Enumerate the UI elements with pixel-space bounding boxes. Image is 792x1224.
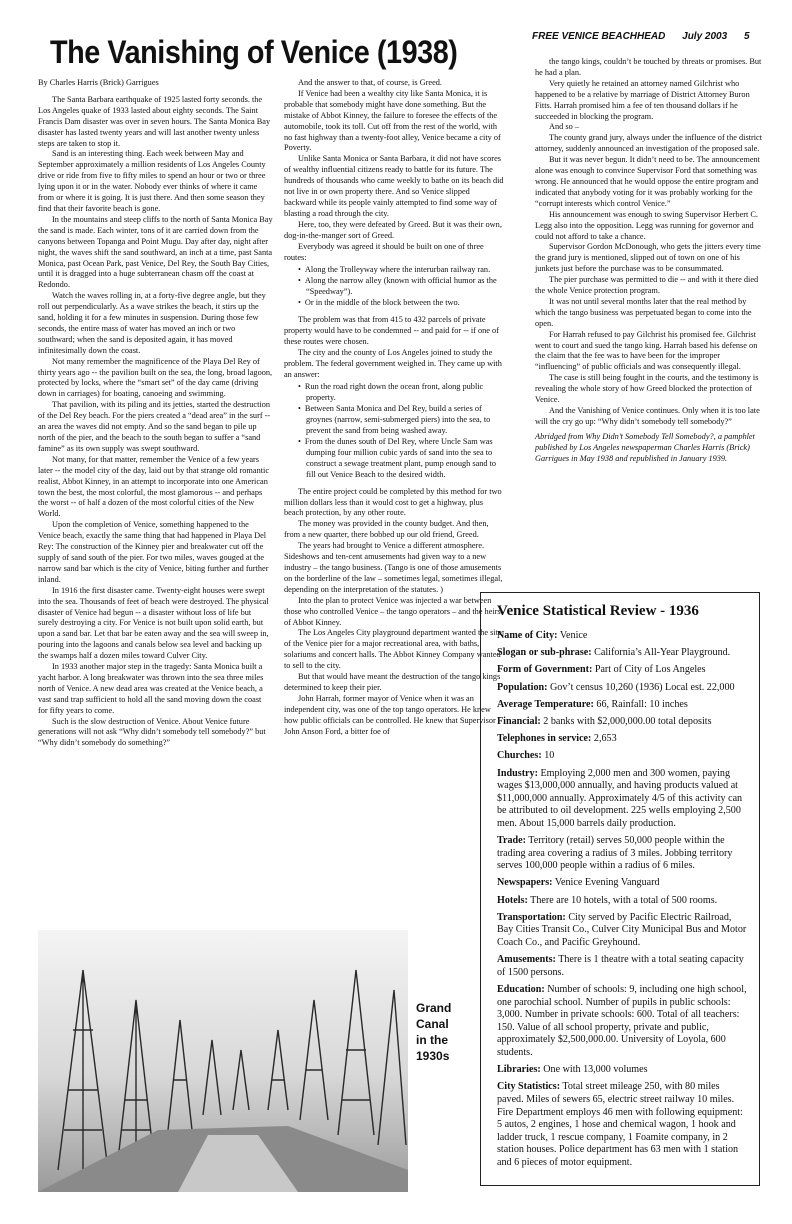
- stat-value: 2 banks with $2,000,000.00 total deposits: [540, 715, 712, 727]
- stat-item: [497, 1081, 747, 1169]
- paragraph: The case is still being fought in the courts, and the testimony is revealing the whole story of how Greed blocked the protection of Venice.: [535, 373, 759, 405]
- stat-item: [497, 835, 747, 873]
- stat-value: Gov’t census 10,260 (1936) Local est. 22,000: [547, 681, 735, 693]
- bullet-item: • Between Santa Monica and Del Rey, build a series of groynes (narrow, semi-submerged piers) into the sea, to prevent the sand from being washed away.: [298, 404, 504, 437]
- col2-body-a: [284, 78, 504, 263]
- paragraph: In 1933 another major step in the tragedy: Santa Monica built a yacht harbor. A long breakwater was thrown into the sea three miles north of Venice. A new dead area was created at the Venice beach, a vast sand trap sufficient to hold all the sand moving down the coast for fifty years to come.: [38, 662, 264, 715]
- stat-label: Population:: [497, 681, 548, 693]
- stat-label: Financial:: [497, 715, 541, 727]
- byline: By Charles Harris (Brick) Garrigues: [38, 78, 159, 87]
- statbox-heading: Venice Statistical Review - 1936: [497, 603, 699, 619]
- stat-label: Newspapers:: [497, 877, 553, 889]
- paragraph: For Harrah refused to pay Gilchrist his promised fee. Gilchrist went to court and sued the tango king. Harrah based his defense on the claim that the fee was to have been for the improper “influencing” of public officials and was consequently illegal.: [535, 329, 758, 372]
- photo-caption: [416, 1000, 466, 1064]
- stat-value: There is 1 theatre with a total seating capacity of 1500 persons.: [497, 954, 744, 978]
- stat-label: Industry:: [497, 767, 538, 779]
- paper-name: FREE VENICE BEACHHEAD: [532, 31, 666, 42]
- page-header: [532, 31, 762, 42]
- paragraph: Very quietly he retained an attorney named Gilchrist who happened to be a relative by marriage of District Attorney Buron Fitts. Harrah promised him a fee of ten thousand dollars if he succeeded in blocking the program.: [535, 78, 750, 121]
- stat-item: [497, 954, 747, 979]
- routes-list: [284, 265, 504, 309]
- paragraph: The pier purchase was permitted to die -- and with it there died the whole Venice protection program.: [535, 275, 759, 296]
- paragraph: Such is the slow destruction of Venice. About Venice future generations will not ask “Why didn’t somebody tell somebody?” but “Why didn’t somebody do something?”: [38, 716, 266, 748]
- stat-value: Employing 2,000 men and 300 women, paying wages $13,000,000 annually, and having products valued at $11,000,000 annually. Approximately 4/5 of this activity can be attributed to oil development. 225 wells employing 2,500 men. About 15,000 barrels daily production.: [497, 767, 743, 829]
- paragraph: Not many, for that matter, remember the Venice of a few years later -- the model city of the day, laid out by that strange old romantic realist, Abbot Kinney, in an attempt to incorporate into one American town the best, the most colorful, the most glamorous -- and perhaps the worst -- of half a dozen of the most colorful cities of the New World.: [38, 454, 270, 519]
- stat-item: [497, 750, 747, 763]
- paragraph: In 1916 the first disaster came. Twenty-eight houses were swept into the sea. Thousands of feet of beach were destroyed. The physical disaster of Venice had begun -- a disaster without loss of life but surely destroying a city. For Venice is not built upon solid earth, but upon a sand bar. Let that bar be eaten away and the sea will sweep in, pouring into the lagoons and canals below sea level and backing up the swamps half a dozen miles toward Culver City.: [38, 585, 269, 661]
- stat-value: Total street mileage 250, with 80 miles paved. Miles of sewers 65, electric street railway 10 miles. Fire Department employs 46 men with following equipment: 5 autos, 2 engines, 1 hose and chemical wagon, 1 hook and ladder truck, 1 rescue company, 1 Foamite company, in 2 station houses. Police department has 63 men with 1 station and 6 pieces of motor equipment.: [497, 1081, 743, 1168]
- col2-body-c: [284, 487, 504, 738]
- stat-label: Average Temperature:: [497, 698, 594, 710]
- paragraph: Watch the waves rolling in, at a forty-five degree angle, but they roll out perpendicularly. As a wave strikes the beach, it stirs up the sand, holding it for a few minutes in suspension. During those few seconds, the entire mass of water has moved an inch or two southward; when the sand is deposited again, it has moved infinitesimally down the coast.: [38, 291, 266, 355]
- stat-value: California’s All-Year Playground.: [591, 647, 731, 659]
- bullet-item: • Along the Trolleyway where the interurban railway ran.: [298, 265, 504, 276]
- grand-canal-photo: [38, 930, 408, 1192]
- statistical-review-box: [480, 592, 760, 1186]
- stat-label: Telephones in service:: [497, 733, 592, 745]
- stat-label: Trade:: [497, 835, 526, 847]
- bullet-item: • From the dunes south of Del Rey, where Uncle Sam was dumping four million cubic yards of sand into the sea to construct a sewage treatment plant, pump enough sand to fill out Venice Beach to the desired width.: [298, 437, 504, 481]
- paragraph: That pavilion, with its piling and its jetties, started the destruction of the Del Rey beach. For the piers created a “dead area” in the surf -- an area the waves did not empty. And so the sand began to pile up north of the pier, and the beach to the south began to suffer a “sand famine” as its own supply was swept southward.: [38, 400, 271, 453]
- paragraph: It was not until several months later that the real method by which the tango business was perpetuated began to come into the open.: [535, 296, 752, 328]
- stat-value: Venice Evening Vanguard: [552, 877, 660, 889]
- stat-value: Venice: [557, 630, 588, 641]
- paragraph: The Santa Barbara earthquake of 1925 lasted forty seconds. the Los Angeles quake of 1933 lasted about eighty seconds. The Saint Francis Dam disaster was over in seven hours. The Santa Monica Bay disaster has lasted twenty years and will last another twenty unless steps are taken to stop it.: [38, 94, 271, 148]
- stat-value: Territory (retail) serves 50,000 people within the trading area covering a radius of 3 miles. Jobbing territory serves 100,000 people within a radius of 6 miles.: [497, 835, 733, 872]
- answers-list: [284, 382, 504, 480]
- paragraph: And so –: [549, 122, 579, 132]
- paragraph: Here, too, they were defeated by Greed. But it was their own, dog-in-the-manger sort of Greed.: [284, 219, 502, 240]
- stat-label: Churches:: [497, 750, 542, 762]
- stat-value: One with 13,000 volumes: [540, 1064, 648, 1076]
- stat-label: Libraries:: [497, 1064, 541, 1076]
- stat-value: 10: [541, 750, 555, 762]
- stat-label: Amusements:: [497, 954, 556, 966]
- stat-value: City served by Pacific Electric Railroad, Bay Cities Transit Co., Culver City Municipal Bus and Motor Coach Co., and Pacific Greyhound.: [497, 911, 747, 948]
- stat-item: [497, 630, 747, 643]
- issue-date: July 2003: [682, 31, 728, 42]
- paragraph: Upon the completion of Venice, something happened to the Venice beach, exactly the same thing that had happened in Playa Del Rey: The construction of the Kinney pier and breakwater cut off the supply of sand south of the pier. For two miles, waves gouged at the narrow sand bar which is the city of Venice, biting further and further inland.: [38, 520, 269, 584]
- caption-line: Grand: [416, 1001, 452, 1015]
- page-number: 5: [743, 31, 750, 42]
- col2-body-b: [284, 315, 504, 380]
- stat-item: [497, 895, 747, 908]
- stat-item: [497, 647, 747, 660]
- paragraph: The city and the county of Los Angeles joined to study the problem. The federal government weighed in. They came up with an answer:: [284, 347, 502, 379]
- stat-item: [497, 716, 747, 729]
- paragraph: The years had brought to Venice a different atmosphere. Sideshows and ten-cent amusements had given way to a new industry – the tango business. (Tango is one of those amusements on the borderline of the law – sometimes legal, sometimes illegal, depending on the interpretation of the statutes. ): [284, 541, 503, 594]
- paragraph: The Los Angeles City playground department wanted the site of the Venice pier for a major recreational area, with baths, solariums and concert halls. The Abbot Kinney Company wanted to sell to the city.: [284, 628, 502, 671]
- article-title: The Vanishing of Venice (1938): [50, 34, 458, 70]
- paragraph: And the answer to that, of course, is Greed.: [298, 78, 443, 87]
- paragraph: The entire project could be completed by this method for two million dollars less than it would cost to get a highway, plus beach protection, by any other route.: [284, 486, 502, 518]
- stat-label: Education:: [497, 983, 545, 995]
- stat-item: [497, 877, 747, 890]
- stat-label: Name of City:: [497, 630, 558, 641]
- stat-list: [497, 630, 747, 1169]
- paragraph: The money was provided in the county budget. And then, from a new quarter, there bobbed up our old friend, Greed.: [284, 519, 489, 540]
- bullet-item: • Or in the middle of the block between the two.: [298, 298, 504, 309]
- paragraph: the tango kings, couldn’t be touched by threats or promises. But he had a plan.: [535, 57, 762, 77]
- stat-item: [497, 912, 747, 950]
- stat-item: [497, 682, 747, 695]
- paragraph: Not many remember the magnificence of the Playa Del Rey of thirty years ago -- the pavilion built on the sea, the long, broad lagoon, protected by locks, where the “smart set” of the day came (driving down in carriages) for boating, canoeing and swimming.: [38, 356, 273, 399]
- column-2: [284, 78, 504, 737]
- paragraph: Into the plan to protect Venice was injected a war between those who controlled Venice – the tango operators – and the heirs of Abbot Kinney.: [284, 595, 501, 627]
- paragraph: John Harrah, former mayor of Venice when it was an independent city, was one of the top tango operators. He knew how public officials can be controlled. He knew that Supervisor John Anson Ford, a bitter foe of: [284, 693, 496, 736]
- col3-body: [535, 57, 765, 428]
- bullet-item: • Along the narrow alley (known with official humor as the “Speedway”).: [298, 276, 504, 298]
- stat-value: 66, Rainfall: 10 inches: [593, 698, 688, 710]
- stat-item: [497, 699, 747, 712]
- stat-value: Number of schools: 9, including one high school, one parochial school. Number of pupils in public schools: 3,000. Number in private schools: 600. Total of all teachers: 150. Value of all school property, private and public, approximately $2,500,000.00. University of Loyola, 600 students.: [497, 983, 747, 1058]
- column-1: [38, 78, 273, 749]
- paragraph: But it was never begun. It didn’t need to be. The announcement alone was enough to convince Supervisor Ford that something was wrong. He announced that he would oppose the entire program and indicated that anybody voting for it was probably working for the “corrupt interests which control Venice.”: [535, 155, 760, 208]
- col1-body: [38, 95, 273, 749]
- stat-item: [497, 1064, 747, 1077]
- paragraph: Supervisor Gordon McDonough, who gets the jitters every time the grand jury is mentioned, slipped out of town on one of his junkets just before the purchase was to be consummated.: [535, 242, 761, 274]
- column-3: [535, 57, 765, 465]
- paragraph: And the Vanishing of Venice continues. Only when it is too late will the cry go up: “Why didn’t somebody tell somebody?”: [535, 406, 760, 426]
- bullet-item: • Run the road right down the ocean front, along public property.: [298, 382, 504, 404]
- paragraph: But that would have meant the destruction of the tango kings determined to keep their pier.: [284, 672, 501, 692]
- stat-value: Part of City of Los Angeles: [592, 664, 706, 676]
- source-credit: Abridged from Why Didn’t Somebody Tell Somebody?, a pamphlet published by Los Angeles newspaperman Charles Harris (Brick) Garrigues in May 1938 and republished in January 1939.: [535, 431, 755, 463]
- paragraph: Unlike Santa Monica or Santa Barbara, it did not have scores of wealthy influential citizens ready to battle for its future. The hundreds of thousands who came weekly to bathe on its beach did not live in or own property there. And so Venice slipped backward while its people vainly attempted to find some way of blasting a road through the city.: [284, 154, 504, 218]
- paragraph: The county grand jury, always under the influence of the district attorney, suddenly announced an investigation of the proposed sale.: [535, 133, 763, 154]
- stat-item: [497, 768, 747, 831]
- stat-label: Form of Government:: [497, 664, 593, 676]
- stat-label: Hotels:: [497, 894, 528, 906]
- paragraph: The problem was that from 415 to 432 parcels of private property would have to be condemned -- and paid for -- if one of these routes were chosen.: [284, 315, 499, 346]
- stat-value: 2,653: [591, 733, 617, 745]
- paragraph: Everybody was agreed it should be built on one of three routes:: [284, 241, 484, 262]
- caption-line: Canal: [416, 1017, 449, 1031]
- oil-derricks-illustration: [38, 930, 408, 1192]
- caption-line: 1930s: [416, 1049, 450, 1063]
- paragraph: Sand is an interesting thing. Each week between May and September approximately a million residents of Los Angeles County drive or ride from five to fifty miles to spend an hour or two or three lying upon it or in the water. Nobody ever thinks of where it came from or where it is going. It is just there. And then some season they find that their favorite beach is gone.: [38, 149, 266, 213]
- paragraph: His announcement was enough to swing Supervisor Herbert C. Legg also into the opposition. Legg was running for governor and could not afford to take a chance.: [535, 209, 758, 241]
- stat-item: [497, 733, 747, 746]
- paragraph: If Venice had been a wealthy city like Santa Monica, it is probable that somebody might have done something. But the mistake of Abbot Kinney, the failure to foresee the effects of the automobile, took its toll. Cut off from the rest of the world, with no fast highway than a twenty-foot alley, Venice became a city of Poverty.: [284, 88, 501, 153]
- stat-item: [497, 664, 747, 677]
- stat-label: Slogan or sub-phrase:: [497, 647, 592, 659]
- stat-value: There are 10 hotels, with a total of 500 rooms.: [527, 894, 718, 906]
- stat-label: City Statistics:: [497, 1081, 561, 1093]
- caption-line: in the: [416, 1033, 448, 1047]
- paragraph: In the mountains and steep cliffs to the north of Santa Monica Bay the sand is made. Each winter, tons of it are carried down from the canyons between Topanga and Point Mugu. Day after day, night after night, the waves shift the sand southward, an inch at a time, past Santa Monica, past Ocean Park, past Venice, Del Rey, the South Bay Cities, until it is dragged into a huge subterranean chasm off the coast at Redondo.: [38, 214, 273, 290]
- stat-label: Transportation:: [497, 911, 566, 923]
- stat-item: [497, 984, 747, 1060]
